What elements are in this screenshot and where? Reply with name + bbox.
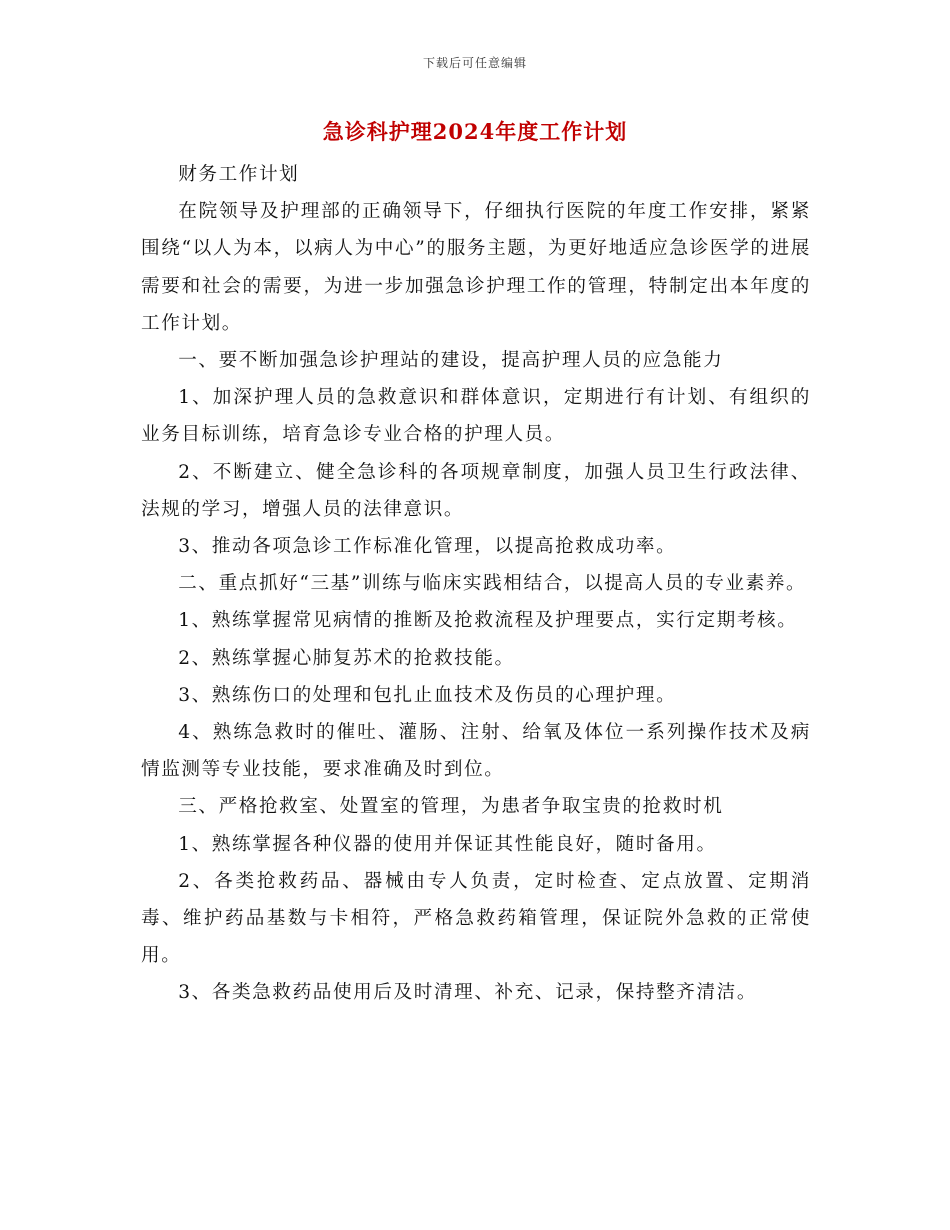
list-item: 1、加深护理人员的急救意识和群体意识，定期进行有计划、有组织的业务目标训练，培育急诊专业合格的护理人员。 [141,387,811,446]
document-title: 急诊科护理2024年度工作计划 [322,119,628,144]
list-item: 3、熟练伤口的处理和包扎止血技术及伤员的心理护理。 [178,684,677,706]
list-item: 2、不断建立、健全急诊科的各项规章制度，加强人员卫生行政法律、法规的学习，增强人员的法律意识。 [141,461,811,520]
list-item: 3、各类急救药品使用后及时清理、补充、记录，保持整齐清洁。 [178,982,758,1004]
section-heading-1: 一、要不断加强急诊护理站的建设，提高护理人员的应急能力 [178,350,724,372]
document-body [141,156,811,1012]
list-item: 1、熟练掌握常见病情的推断及抢救流程及护理要点，实行定期考核。 [178,610,798,632]
list-item: 2、各类抢救药品、器械由专人负责，定时检查、定点放置、定期消毒、维护药品基数与卡相符，严格急救药箱管理，保证院外急救的正常使用。 [141,870,811,967]
list-item: 1、熟练掌握各种仪器的使用并保证其性能良好，随时备用。 [178,833,717,855]
header-note: 下载后可任意编辑 [422,56,527,70]
section-heading-2: 二、重点抓好“三基”训练与临床实践相结合，以提高人员的专业素养。 [178,573,807,595]
list-item: 2、熟练掌握心肺复苏术的抢救技能。 [178,647,515,669]
paragraph-subtitle: 财务工作计划 [178,164,300,185]
paragraph-intro: 在院领导及护理部的正确领导下，仔细执行医院的年度工作安排，紧紧围绕“以人为本，以病人为中心”的服务主题，为更好地适应急诊医学的进展需要和社会的需要，为进一步加强急诊护理工作的管理，特制定出本年度的工作计划。 [141,201,811,334]
list-item: 3、推动各项急诊工作标准化管理，以提高抢救成功率。 [178,536,677,558]
section-heading-3: 三、严格抢救室、处置室的管理，为患者争取宝贵的抢救时机 [178,796,724,818]
list-item: 4、熟练急救时的催吐、灌肠、注射、给氧及体位一系列操作技术及病情监测等专业技能，要求准确及时到位。 [141,722,811,781]
